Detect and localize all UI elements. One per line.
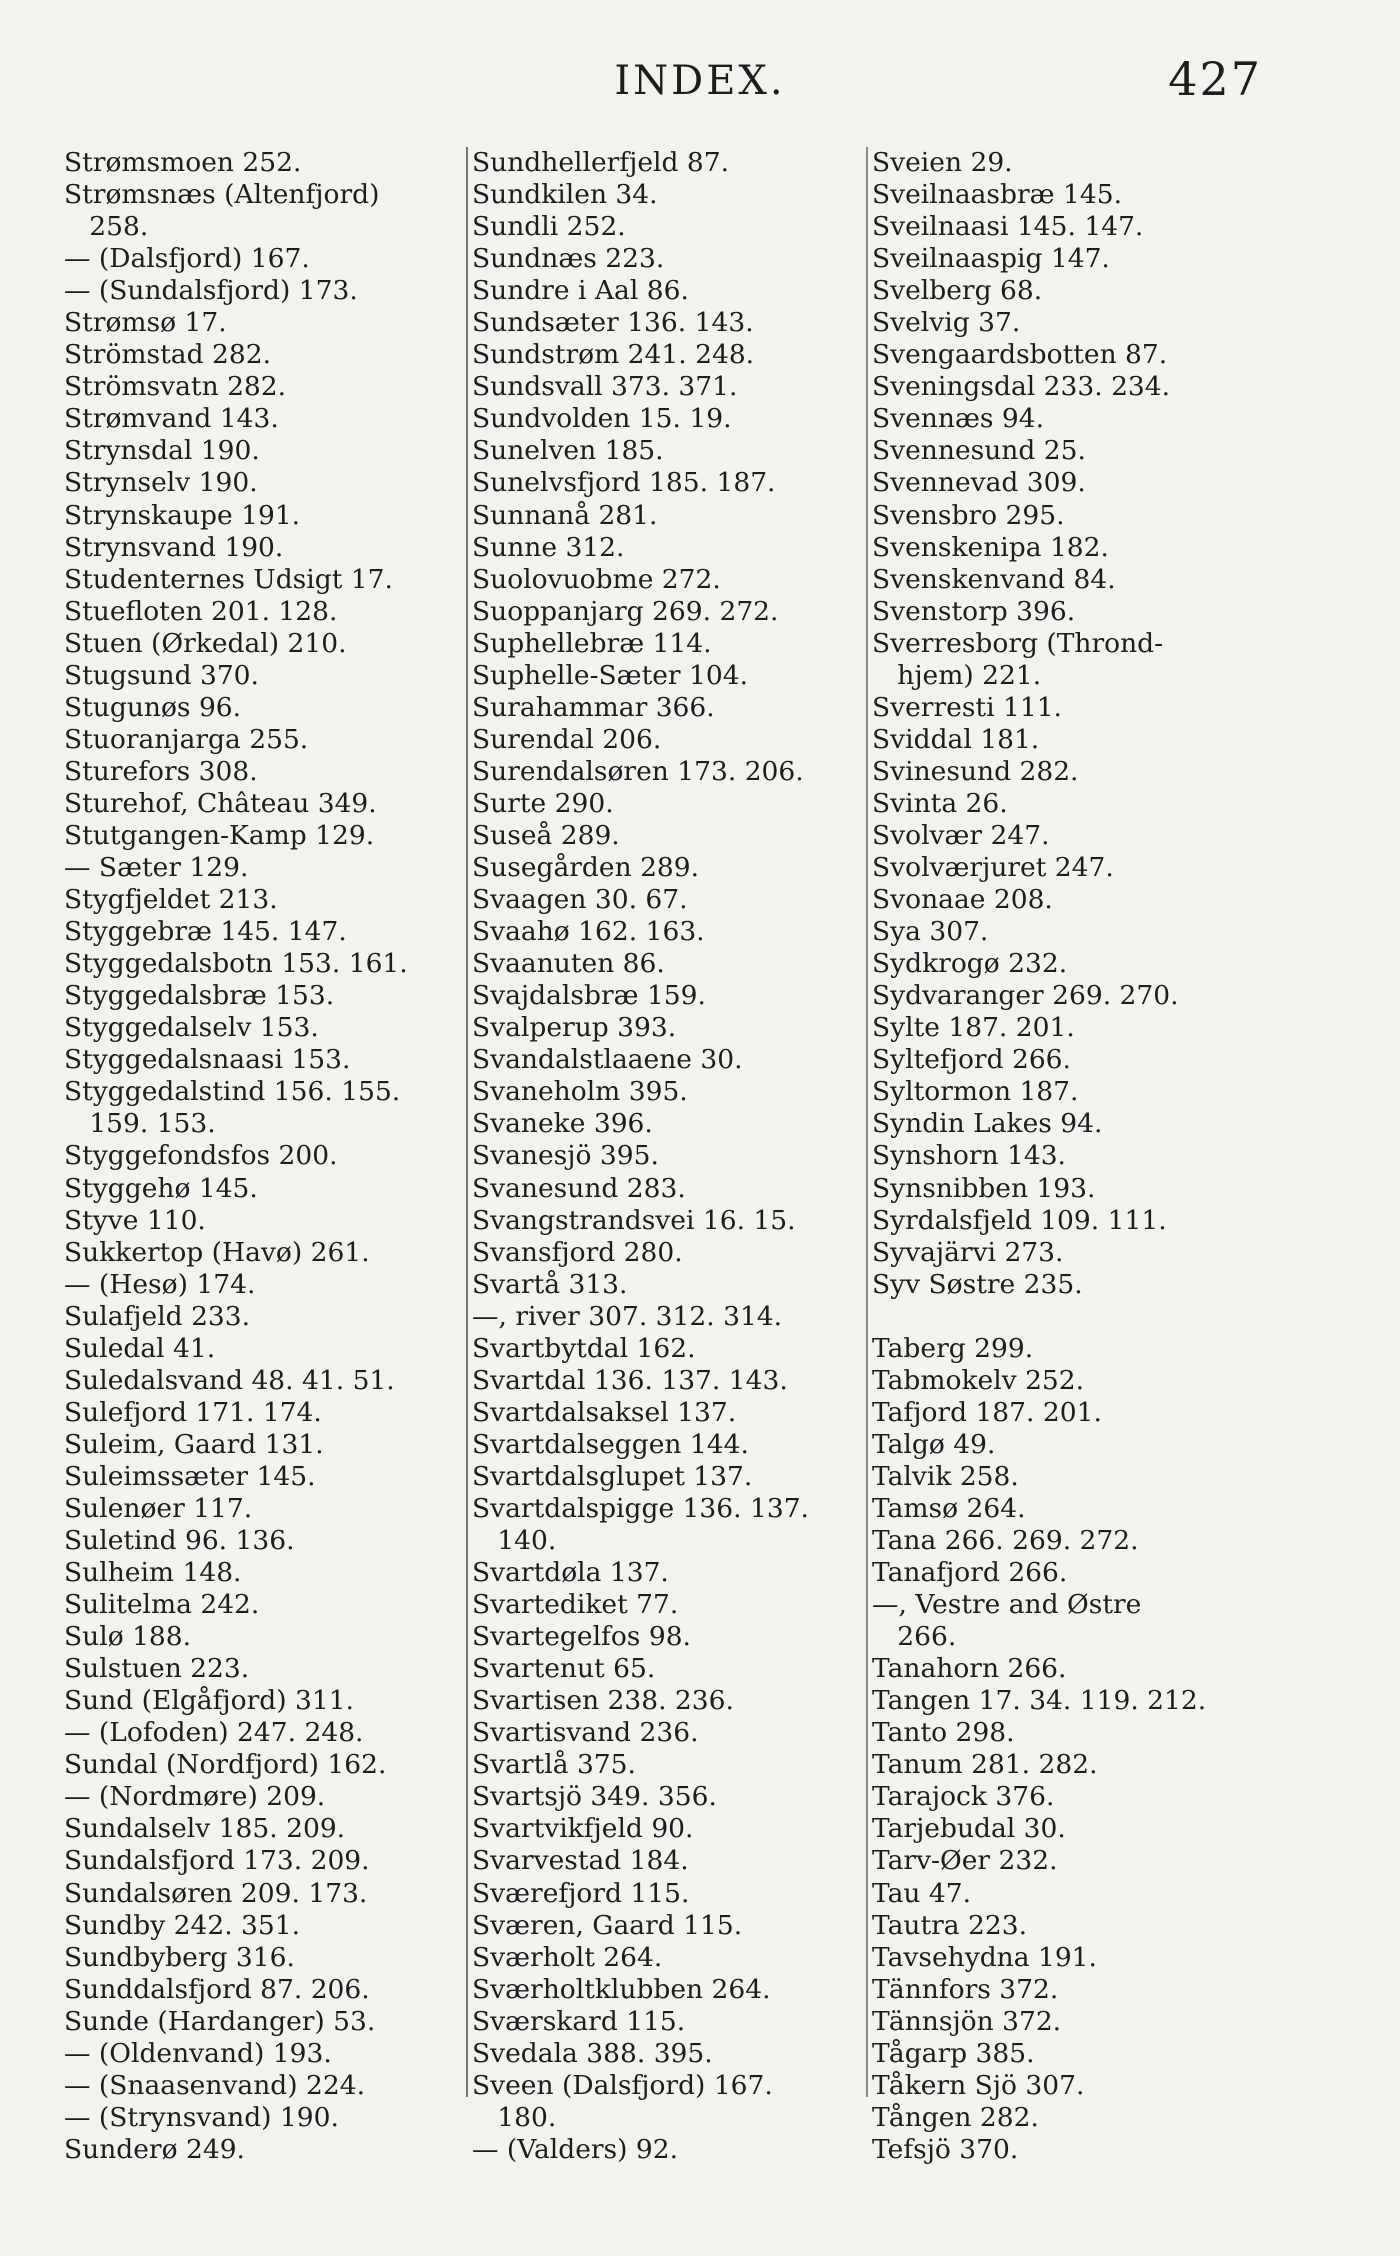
index-entry: Sundalsøren 209. 173. <box>64 1877 368 1909</box>
index-entry: Syvajärvi 273. <box>872 1236 1064 1268</box>
index-entry: Stuen (Ørkedal) 210. <box>64 627 347 659</box>
index-column-1 <box>64 147 456 2166</box>
index-entry: Svangstrandsvei 16. 15. <box>472 1204 796 1236</box>
index-entry: Tännsjön 372. <box>872 2005 1062 2037</box>
index-entry: Sundli 252. <box>472 211 626 243</box>
index-entry: Svelvig 37. <box>872 307 1021 339</box>
index-entry: —, Vestre and Østre <box>872 1589 1142 1621</box>
index-entry: Styggedalstind 156. 155. <box>64 1076 401 1108</box>
index-entry: Svenskenipa 182. <box>872 531 1109 563</box>
index-entry: Sukkertop (Havø) 261. <box>64 1236 370 1268</box>
index-entry: Tau 47. <box>872 1877 972 1909</box>
index-entry: Sunde (Hardanger) 53. <box>64 2005 376 2037</box>
index-entry: Svartisen 238. 236. <box>472 1685 734 1717</box>
index-entry: Tabmokelv 252. <box>872 1364 1085 1396</box>
index-entry: Sundsvall 373. 371. <box>472 371 738 403</box>
index-entry: Svennesund 25. <box>872 435 1086 467</box>
index-entry: Susegården 289. <box>472 852 700 884</box>
index-entry: — (Hesø) 174. <box>64 1268 256 1300</box>
index-entry: Svartdalspigge 136. 137. <box>472 1492 809 1524</box>
index-column-3 <box>866 147 1272 2165</box>
index-entry: — (Snaasenvand) 224. <box>64 2069 365 2101</box>
index-entry: Tågarp 385. <box>872 2037 1035 2069</box>
index-entry: Sveilnaasbræ 145. <box>872 179 1122 211</box>
index-entry: Sulitelma 242. <box>64 1589 260 1621</box>
index-entry: Sværholtklubben 264. <box>472 1973 771 2005</box>
index-entry: Svaagen 30. 67. <box>472 884 688 916</box>
index-entry: Stutgangen-Kamp 129. <box>64 819 375 851</box>
index-entry: Suledalsvand 48. 41. 51. <box>64 1364 395 1396</box>
index-entry: 258. <box>64 211 149 243</box>
index-entry: Sverresti 111. <box>872 691 1062 723</box>
index-entry: Strömstad 282. <box>64 339 271 371</box>
index-entry: Svolværjuret 247. <box>872 852 1114 884</box>
index-entry: Synshorn 143. <box>872 1140 1066 1172</box>
index-entry: — (Nordmøre) 209. <box>64 1781 326 1813</box>
index-entry: Sundnæs 223. <box>472 243 665 275</box>
index-entry: Svinta 26. <box>872 787 1008 819</box>
index-entry: Svaanuten 86. <box>472 948 665 980</box>
index-entry: Tanto 298. <box>872 1717 1015 1749</box>
index-entry: Svartå 313. <box>472 1268 628 1300</box>
index-entry: Suleimssæter 145. <box>64 1460 316 1492</box>
index-entry: Surahammar 366. <box>472 691 715 723</box>
index-entry: Svonaae 208. <box>872 884 1053 916</box>
index-entry: Svartlå 375. <box>472 1749 636 1781</box>
index-entry: Strømvand 143. <box>64 403 279 435</box>
index-entry: Strømsnæs (Altenfjord) <box>64 179 380 211</box>
index-entry: Suoppanjarg 269. 272. <box>472 595 779 627</box>
index-entry: Syndin Lakes 94. <box>872 1108 1103 1140</box>
index-entry <box>872 1301 1272 1333</box>
index-entry: Stuoranjarga 255. <box>64 723 309 755</box>
index-entry: Svartisvand 236. <box>472 1717 699 1749</box>
index-entry: Talvik 258. <box>872 1460 1019 1492</box>
index-entry: Surendalsøren 173. 206. <box>472 755 804 787</box>
index-entry: Svalperup 393. <box>472 1012 677 1044</box>
index-entry: Svinesund 282. <box>872 755 1079 787</box>
index-entry: Tarajock 376. <box>872 1781 1055 1813</box>
index-entry: Syltefjord 266. <box>872 1044 1071 1076</box>
index-entry: Suphellebræ 114. <box>472 627 712 659</box>
index-entry: Stygfjeldet 213. <box>64 884 278 916</box>
index-entry: Svengaardsbotten 87. <box>872 339 1168 371</box>
index-entry: Synsnibben 193. <box>872 1172 1096 1204</box>
index-entry: Surendal 206. <box>472 723 662 755</box>
index-entry: Surte 290. <box>472 787 614 819</box>
index-entry: Sveien 29. <box>872 147 1013 178</box>
index-entry: — (Sundalsfjord) 173. <box>64 275 358 307</box>
index-entry: Svartenut 65. <box>472 1653 656 1685</box>
index-entry: Svelberg 68. <box>872 275 1043 307</box>
index-entry: Styggehø 145. <box>64 1172 258 1204</box>
index-entry: Sya 307. <box>872 916 989 948</box>
index-entry: Sundstrøm 241. 248. <box>472 339 755 371</box>
index-entry: Styggedalsbotn 153. 161. <box>64 948 408 980</box>
index-entry: Svedala 388. 395. <box>472 2037 713 2069</box>
index-entry: Sunelvsfjord 185. 187. <box>472 467 776 499</box>
index-entry: Sydvaranger 269. 270. <box>872 980 1179 1012</box>
index-entry: 140. <box>472 1525 557 1557</box>
index-entry: 180. <box>472 2101 557 2133</box>
index-entry: Sulafjeld 233. <box>64 1300 251 1332</box>
index-entry: —, river 307. 312. 314. <box>472 1300 783 1332</box>
index-entry: Sunddalsfjord 87. 206. <box>64 1973 370 2005</box>
index-entry: Sviddal 181. <box>872 723 1040 755</box>
index-entry: — (Strynsvand) 190. <box>64 2101 339 2133</box>
index-entry: Sundby 242. 351. <box>64 1909 301 1941</box>
index-entry: Sundre i Aal 86. <box>472 275 689 307</box>
index-entry: Suletind 96. 136. <box>64 1525 295 1557</box>
index-entry: Tefsjö 370. <box>872 2133 1019 2165</box>
index-entry: Sulø 188. <box>64 1621 192 1653</box>
index-entry: Tarv-Øer 232. <box>872 1845 1058 1877</box>
index-entry: Svennæs 94. <box>872 403 1045 435</box>
index-entry: Styggedalsnaasi 153. <box>64 1044 351 1076</box>
index-entry: Sulefjord 171. 174. <box>64 1396 322 1428</box>
index-entry: Svartdalsaksel 137. <box>472 1396 737 1428</box>
index-entry: Tavsehydna 191. <box>872 1941 1097 1973</box>
index-entry: Sundvolden 15. 19. <box>472 403 732 435</box>
index-entry: Suleim, Gaard 131. <box>64 1428 324 1460</box>
index-entry: Svartbytdal 162. <box>472 1332 696 1364</box>
index-entry: Styggedalselv 153. <box>64 1012 319 1044</box>
index-entry: Sværholt 264. <box>472 1941 663 1973</box>
index-entry: Svartdalseggen 144. <box>472 1428 749 1460</box>
index-entry: Sulenøer 117. <box>64 1492 253 1524</box>
index-entry: Tafjord 187. 201. <box>872 1396 1102 1428</box>
index-entry: Strynskaupe 191. <box>64 499 301 531</box>
index-entry: Strömsvatn 282. <box>64 371 287 403</box>
index-entry: Svolvær 247. <box>872 819 1050 851</box>
index-entry: Svanesjö 395. <box>472 1140 659 1172</box>
index-entry: Tana 266. 269. 272. <box>872 1525 1139 1557</box>
index-entry: Sværskard 115. <box>472 2005 686 2037</box>
index-entry: Sveen (Dalsfjord) 167. <box>472 2069 773 2101</box>
index-entry: Styve 110. <box>64 1204 206 1236</box>
index-entry: Sundsæter 136. 143. <box>472 307 754 339</box>
index-entry: Stugsund 370. <box>64 659 259 691</box>
index-entry: — (Valders) 92. <box>472 2133 679 2165</box>
index-entry: — (Lofoden) 247. 248. <box>64 1717 364 1749</box>
index-entry: Studenternes Udsigt 17. <box>64 563 393 595</box>
index-entry: Svartdøla 137. <box>472 1557 669 1589</box>
index-entry: Sundalselv 185. 209. <box>64 1813 346 1845</box>
index-entry: Sulheim 148. <box>64 1557 242 1589</box>
index-entry: Tåkern Sjö 307. <box>872 2069 1085 2101</box>
index-entry: Styggedalsbræ 153. <box>64 980 335 1012</box>
index-entry: Svenskenvand 84. <box>872 563 1116 595</box>
index-entry: Svartdal 136. 137. 143. <box>472 1364 788 1396</box>
index-entry: Suphelle-Sæter 104. <box>472 659 749 691</box>
index-entry: Svartegelfos 98. <box>472 1621 691 1653</box>
index-entry: Svartediket 77. <box>472 1589 679 1621</box>
index-entry: — Sæter 129. <box>64 852 249 884</box>
index-entry: Talgø 49. <box>872 1428 996 1460</box>
index-entry: Svajdalsbræ 159. <box>472 980 706 1012</box>
index-entry: Svanesund 283. <box>472 1172 686 1204</box>
index-entry: Sveilnaaspig 147. <box>872 243 1110 275</box>
index-entry: Svandalstlaaene 30. <box>472 1044 743 1076</box>
index-entry: Tautra 223. <box>872 1909 1028 1941</box>
index-entry: Tännfors 372. <box>872 1973 1059 2005</box>
index-entry: Stugunøs 96. <box>64 691 242 723</box>
index-entry: Tanafjord 266. <box>872 1557 1068 1589</box>
index-entry: Sundal (Nordfjord) 162. <box>64 1749 387 1781</box>
index-entry: — (Dalsfjord) 167. <box>64 243 310 275</box>
index-entry: Strømsø 17. <box>64 307 227 339</box>
index-entry: Sturehof, Château 349. <box>64 787 377 819</box>
index-entry: Sundhellerfjeld 87. <box>472 147 730 178</box>
index-entry: Svaneholm 395. <box>472 1076 688 1108</box>
index-entry: Tangen 17. 34. 119. 212. <box>872 1685 1207 1717</box>
index-entry: Svartdalsglupet 137. <box>472 1460 753 1492</box>
index-entry: Sulstuen 223. <box>64 1653 250 1685</box>
index-entry: Strynsvand 190. <box>64 531 284 563</box>
index-entry: Syltormon 187. <box>872 1076 1079 1108</box>
index-entry: Tarjebudal 30. <box>872 1813 1066 1845</box>
index-entry: Tången 282. <box>872 2101 1039 2133</box>
index-entry: 266. <box>872 1621 957 1653</box>
index-entry: Sylte 187. 201. <box>872 1012 1075 1044</box>
index-entry: Svenstorp 396. <box>872 595 1076 627</box>
index-entry: Tanahorn 266. <box>872 1653 1067 1685</box>
index-entry: Sund (Elgåfjord) 311. <box>64 1685 354 1717</box>
index-entry: Sturefors 308. <box>64 755 258 787</box>
index-entry: Svarvestad 184. <box>472 1845 689 1877</box>
page-number: 427 <box>1168 52 1262 106</box>
index-entry: Svartvikfjeld 90. <box>472 1813 694 1845</box>
index-entry: hjem) 221. <box>872 659 1042 691</box>
index-entry: Sundalsfjord 173. 209. <box>64 1845 370 1877</box>
page-header-title: INDEX. <box>614 58 786 104</box>
index-entry: Strømsmoen 252. <box>64 147 302 178</box>
index-entry: Tanum 281. 282. <box>872 1749 1098 1781</box>
index-entry: — (Oldenvand) 193. <box>64 2037 332 2069</box>
index-entry: Sværefjord 115. <box>472 1877 690 1909</box>
index-entry: Svartsjö 349. 356. <box>472 1781 717 1813</box>
index-column-2 <box>466 147 868 2165</box>
index-entry: Sverresborg (Thrond- <box>872 627 1164 659</box>
index-entry: Sunelven 185. <box>472 435 664 467</box>
index-entry: Syv Søstre 235. <box>872 1268 1083 1300</box>
index-entry: Suseå 289. <box>472 819 620 851</box>
index-entry: Sundbyberg 316. <box>64 1941 295 1973</box>
index-entry: Strynsdal 190. <box>64 435 260 467</box>
index-entry: Sydkrogø 232. <box>872 948 1068 980</box>
index-entry: Styggefondsfos 200. <box>64 1140 338 1172</box>
index-entry: Sundkilen 34. <box>472 179 658 211</box>
index-entry: 159. 153. <box>64 1108 216 1140</box>
index-entry: Svaahø 162. 163. <box>472 916 705 948</box>
index-entry: Svaneke 396. <box>472 1108 653 1140</box>
index-entry: Strynselv 190. <box>64 467 258 499</box>
index-entry: Sunne 312. <box>472 531 625 563</box>
index-entry: Sunderø 249. <box>64 2133 245 2165</box>
index-entry: Styggebræ 145. 147. <box>64 916 347 948</box>
index-entry: Svansfjord 280. <box>472 1236 683 1268</box>
index-entry: Taberg 299. <box>872 1332 1034 1364</box>
index-entry: Svensbro 295. <box>872 499 1065 531</box>
index-entry: Suledal 41. <box>64 1332 216 1364</box>
index-entry: Syrdalsfjeld 109. 111. <box>872 1204 1167 1236</box>
index-entry: Sunnanå 281. <box>472 499 658 531</box>
index-entry: Stuefloten 201. 128. <box>64 595 338 627</box>
index-entry: Sværen, Gaard 115. <box>472 1909 743 1941</box>
index-entry: Svennevad 309. <box>872 467 1086 499</box>
index-entry: Suolovuobme 272. <box>472 563 721 595</box>
index-entry: Sveningsdal 233. 234. <box>872 371 1171 403</box>
index-entry: Sveilnaasi 145. 147. <box>872 211 1144 243</box>
index-entry: Tamsø 264. <box>872 1492 1026 1524</box>
